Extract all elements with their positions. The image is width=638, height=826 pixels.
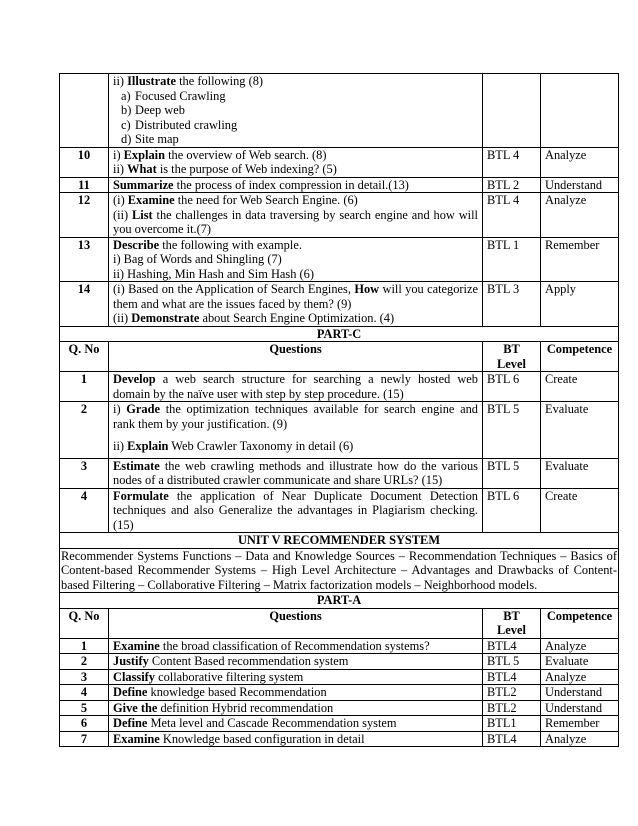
header-questions: Questions <box>109 342 483 372</box>
question-line <box>113 162 478 177</box>
competence-cell: Analyze <box>541 147 619 177</box>
table-row <box>60 488 619 533</box>
question-text: the broad classification of Recommendation systems? <box>159 638 430 653</box>
question-line <box>113 193 478 208</box>
question-line <box>113 402 478 431</box>
question-text: ii) <box>113 74 128 88</box>
bt-level-cell <box>483 74 541 148</box>
question-verb: Describe <box>113 237 160 252</box>
bt-level-cell: BTL2 <box>483 700 541 716</box>
table-row <box>60 402 619 459</box>
question-verb: Classify <box>113 669 155 684</box>
q-no-cell <box>60 74 109 148</box>
competence-cell: Understand <box>541 685 619 701</box>
competence-cell: Analyze <box>541 638 619 654</box>
bt-level-cell: BTL 4 <box>483 193 541 238</box>
q-no-cell: 4 <box>60 685 109 701</box>
question-cell <box>109 654 483 670</box>
list-item: a) Focused Crawling <box>121 88 226 103</box>
bt-level-cell: BTL 6 <box>483 372 541 402</box>
question-text: collaborative filtering system <box>155 669 304 684</box>
bt-level-cell: BTL 1 <box>483 237 541 282</box>
question-text: Meta level and Cascade Recommendation system <box>147 716 397 730</box>
header-bt-level: BT Level <box>483 608 541 638</box>
header-competence: Competence <box>541 608 619 638</box>
competence-cell: Evaluate <box>541 458 619 488</box>
question-text: the following (8) <box>175 74 264 88</box>
question-verb: List <box>132 207 153 222</box>
question-line <box>113 311 478 326</box>
header-qno: Q. No <box>60 342 109 372</box>
question-cell <box>109 237 483 282</box>
question-bank-table <box>59 73 619 747</box>
question-text: the overview of Web search. (8) <box>165 147 327 162</box>
question-cell <box>109 488 483 533</box>
table-row <box>60 669 619 685</box>
table-row <box>60 237 619 282</box>
question-text: the optimization techniques available for search engine and rank them by your justification. (9) <box>113 402 478 431</box>
bt-level-cell: BTL 5 <box>483 654 541 670</box>
q-no-cell: 2 <box>60 402 109 459</box>
question-line <box>113 489 478 533</box>
part-a-title: PART-A <box>60 593 619 609</box>
competence-cell: Analyze <box>541 669 619 685</box>
table-row <box>60 282 619 327</box>
table-row <box>60 147 619 177</box>
question-text: the process of index compression in detail.(13) <box>173 177 409 192</box>
competence-cell: Remember <box>541 237 619 282</box>
competence-cell: Evaluate <box>541 654 619 670</box>
question-verb: Summarize <box>113 177 174 192</box>
bt-level-cell: BTL1 <box>483 716 541 732</box>
question-text: is the purpose of Web indexing? (5) <box>156 162 337 176</box>
bt-level-cell: BTL 4 <box>483 147 541 177</box>
question-line <box>113 372 478 401</box>
q-no-cell: 6 <box>60 716 109 732</box>
question-verb: Justify <box>113 654 149 668</box>
question-cell <box>109 282 483 327</box>
table-row <box>60 731 619 747</box>
header-row <box>60 608 619 638</box>
header-questions: Questions <box>109 608 483 638</box>
q-no-cell: 5 <box>60 700 109 716</box>
question-verb: Explain <box>127 439 169 453</box>
question-verb: Give the <box>113 700 158 715</box>
question-verb: How <box>354 282 380 296</box>
question-verb: Explain <box>123 147 165 162</box>
syllabus-row <box>60 548 619 593</box>
part-c-title: PART-C <box>60 326 619 342</box>
question-verb: What <box>127 162 157 176</box>
bt-level-cell: BTL2 <box>483 685 541 701</box>
question-text: the application of Near Duplicate Document Detection techniques and also Generalize the advantages in Plagiarism checking. (15) <box>113 488 478 532</box>
question-text: ii) Hashing, Min Hash and Sim Hash (6) <box>113 266 314 281</box>
table-row <box>60 638 619 654</box>
competence-cell: Understand <box>541 700 619 716</box>
question-text: Knowledge based configuration in detail <box>159 731 365 746</box>
question-cell <box>109 177 483 193</box>
table-row <box>60 654 619 670</box>
question-text: (i) <box>113 193 128 207</box>
competence-cell: Analyze <box>541 731 619 747</box>
unit-title-row <box>60 533 619 549</box>
question-line <box>113 282 478 311</box>
bt-level-cell: BTL4 <box>483 731 541 747</box>
header-bt-level: BT Level <box>483 342 541 372</box>
question-line <box>113 238 478 253</box>
question-text: knowledge based Recommendation <box>147 685 327 699</box>
header-qno: Q. No <box>60 608 109 638</box>
bt-level-cell: BTL 3 <box>483 282 541 327</box>
part-c-title-row <box>60 326 619 342</box>
table-row <box>60 74 619 148</box>
bt-level-cell: BTL 5 <box>483 458 541 488</box>
q-no-cell: 1 <box>60 372 109 402</box>
question-cell <box>109 458 483 488</box>
header-competence: Competence <box>541 342 619 372</box>
q-no-cell: 4 <box>60 488 109 533</box>
question-cell <box>109 685 483 701</box>
bt-level-cell: BTL4 <box>483 669 541 685</box>
question-text: the following with example. <box>159 237 302 252</box>
question-verb: Estimate <box>113 458 160 473</box>
question-line <box>113 148 478 163</box>
bt-level-cell: BTL 2 <box>483 177 541 193</box>
question-text: definition Hybrid recommendation <box>157 700 334 715</box>
q-no-cell: 14 <box>60 282 109 327</box>
question-verb: Define <box>113 716 148 730</box>
question-cell <box>109 147 483 177</box>
question-cell <box>109 372 483 402</box>
question-verb: Formulate <box>113 488 169 503</box>
question-line <box>113 208 478 237</box>
question-verb: Demonstrate <box>131 311 200 325</box>
bt-level-cell: BTL 5 <box>483 402 541 459</box>
unit-syllabus: Recommender Systems Functions – Data and Knowledge Sources – Recommendation Techniques – Basics of Content-based Recommender Systems – High Level Architecture – Advantages and Drawbacks of Content-based Filtering – Collaborative Filtering – Matrix factorization models – Neighborhood models. <box>61 548 617 592</box>
question-text: Content Based recommendation system <box>148 654 349 668</box>
question-text: about Search Engine Optimization. (4) <box>199 311 395 325</box>
question-text: the web crawling methods and illustrate how do the various nodes of a distributed crawler communicate and share URLs? (15) <box>113 458 478 487</box>
unit-title: UNIT V RECOMMENDER SYSTEM <box>60 533 619 549</box>
question-cell <box>109 700 483 716</box>
question-text: a web search structure for searching a newly hosted web domain by the naïve user with step by step procedure. (15) <box>113 372 478 401</box>
table-row <box>60 372 619 402</box>
question-cell <box>109 716 483 732</box>
question-text: (ii) <box>113 311 132 325</box>
question-line <box>113 178 478 193</box>
question-text: ii) <box>113 439 128 453</box>
list-item: b) Deep web <box>121 103 185 117</box>
question-line <box>113 439 478 454</box>
table-row <box>60 685 619 701</box>
question-line <box>113 267 478 282</box>
question-text: (ii) <box>113 207 133 222</box>
table-row <box>60 716 619 732</box>
q-no-cell: 13 <box>60 237 109 282</box>
competence-cell: Create <box>541 372 619 402</box>
question-text: Web Crawler Taxonomy in detail (6) <box>168 439 354 453</box>
competence-cell: Understand <box>541 177 619 193</box>
question-cell <box>109 402 483 459</box>
table-row <box>60 177 619 193</box>
table-row <box>60 193 619 238</box>
question-text: the need for Web Search Engine. (6) <box>174 193 358 207</box>
competence-cell: Apply <box>541 282 619 327</box>
question-cell <box>109 193 483 238</box>
question-text: i) Bag of Words and Shingling (7) <box>113 252 282 266</box>
q-no-cell: 12 <box>60 193 109 238</box>
table-row <box>60 458 619 488</box>
bt-level-cell: BTL 6 <box>483 488 541 533</box>
question-verb: Examine <box>113 638 160 653</box>
question-cell <box>109 638 483 654</box>
question-text: i) <box>113 402 127 416</box>
q-no-cell: 1 <box>60 638 109 654</box>
question-line <box>113 459 478 488</box>
q-no-cell: 3 <box>60 458 109 488</box>
competence-cell: Remember <box>541 716 619 732</box>
q-no-cell: 7 <box>60 731 109 747</box>
list-item: c) Distributed crawling <box>121 117 238 132</box>
question-verb: Define <box>113 685 148 699</box>
question-text: i) <box>113 147 124 162</box>
question-verb: Examine <box>113 731 160 746</box>
question-text: (i) Based on the Application of Search Engines, <box>113 282 355 296</box>
list-item: d) Site map <box>121 132 179 146</box>
competence-cell: Evaluate <box>541 402 619 459</box>
q-no-cell: 3 <box>60 669 109 685</box>
q-no-cell: 11 <box>60 177 109 193</box>
question-verb: Examine <box>127 193 175 207</box>
table-row <box>60 700 619 716</box>
question-text: will you categorize them and what are the issues faced by them? (9) <box>113 282 478 311</box>
question-verb: Grade <box>126 402 160 416</box>
question-text: the challenges in data traversing by search engine and how will you overcome it.(7) <box>113 207 478 236</box>
question-line <box>113 252 478 267</box>
competence-cell <box>541 74 619 148</box>
sub-item-list <box>113 89 478 147</box>
part-a-title-row <box>60 593 619 609</box>
question-cell <box>109 731 483 747</box>
question-verb: Develop <box>113 372 156 386</box>
question-cell <box>109 669 483 685</box>
competence-cell: Analyze <box>541 193 619 238</box>
question-cell <box>109 74 483 148</box>
q-no-cell: 10 <box>60 147 109 177</box>
bt-level-cell: BTL4 <box>483 638 541 654</box>
question-text: ii) <box>113 162 128 176</box>
competence-cell: Create <box>541 488 619 533</box>
question-verb: Illustrate <box>127 74 176 88</box>
header-row <box>60 342 619 372</box>
q-no-cell: 2 <box>60 654 109 670</box>
